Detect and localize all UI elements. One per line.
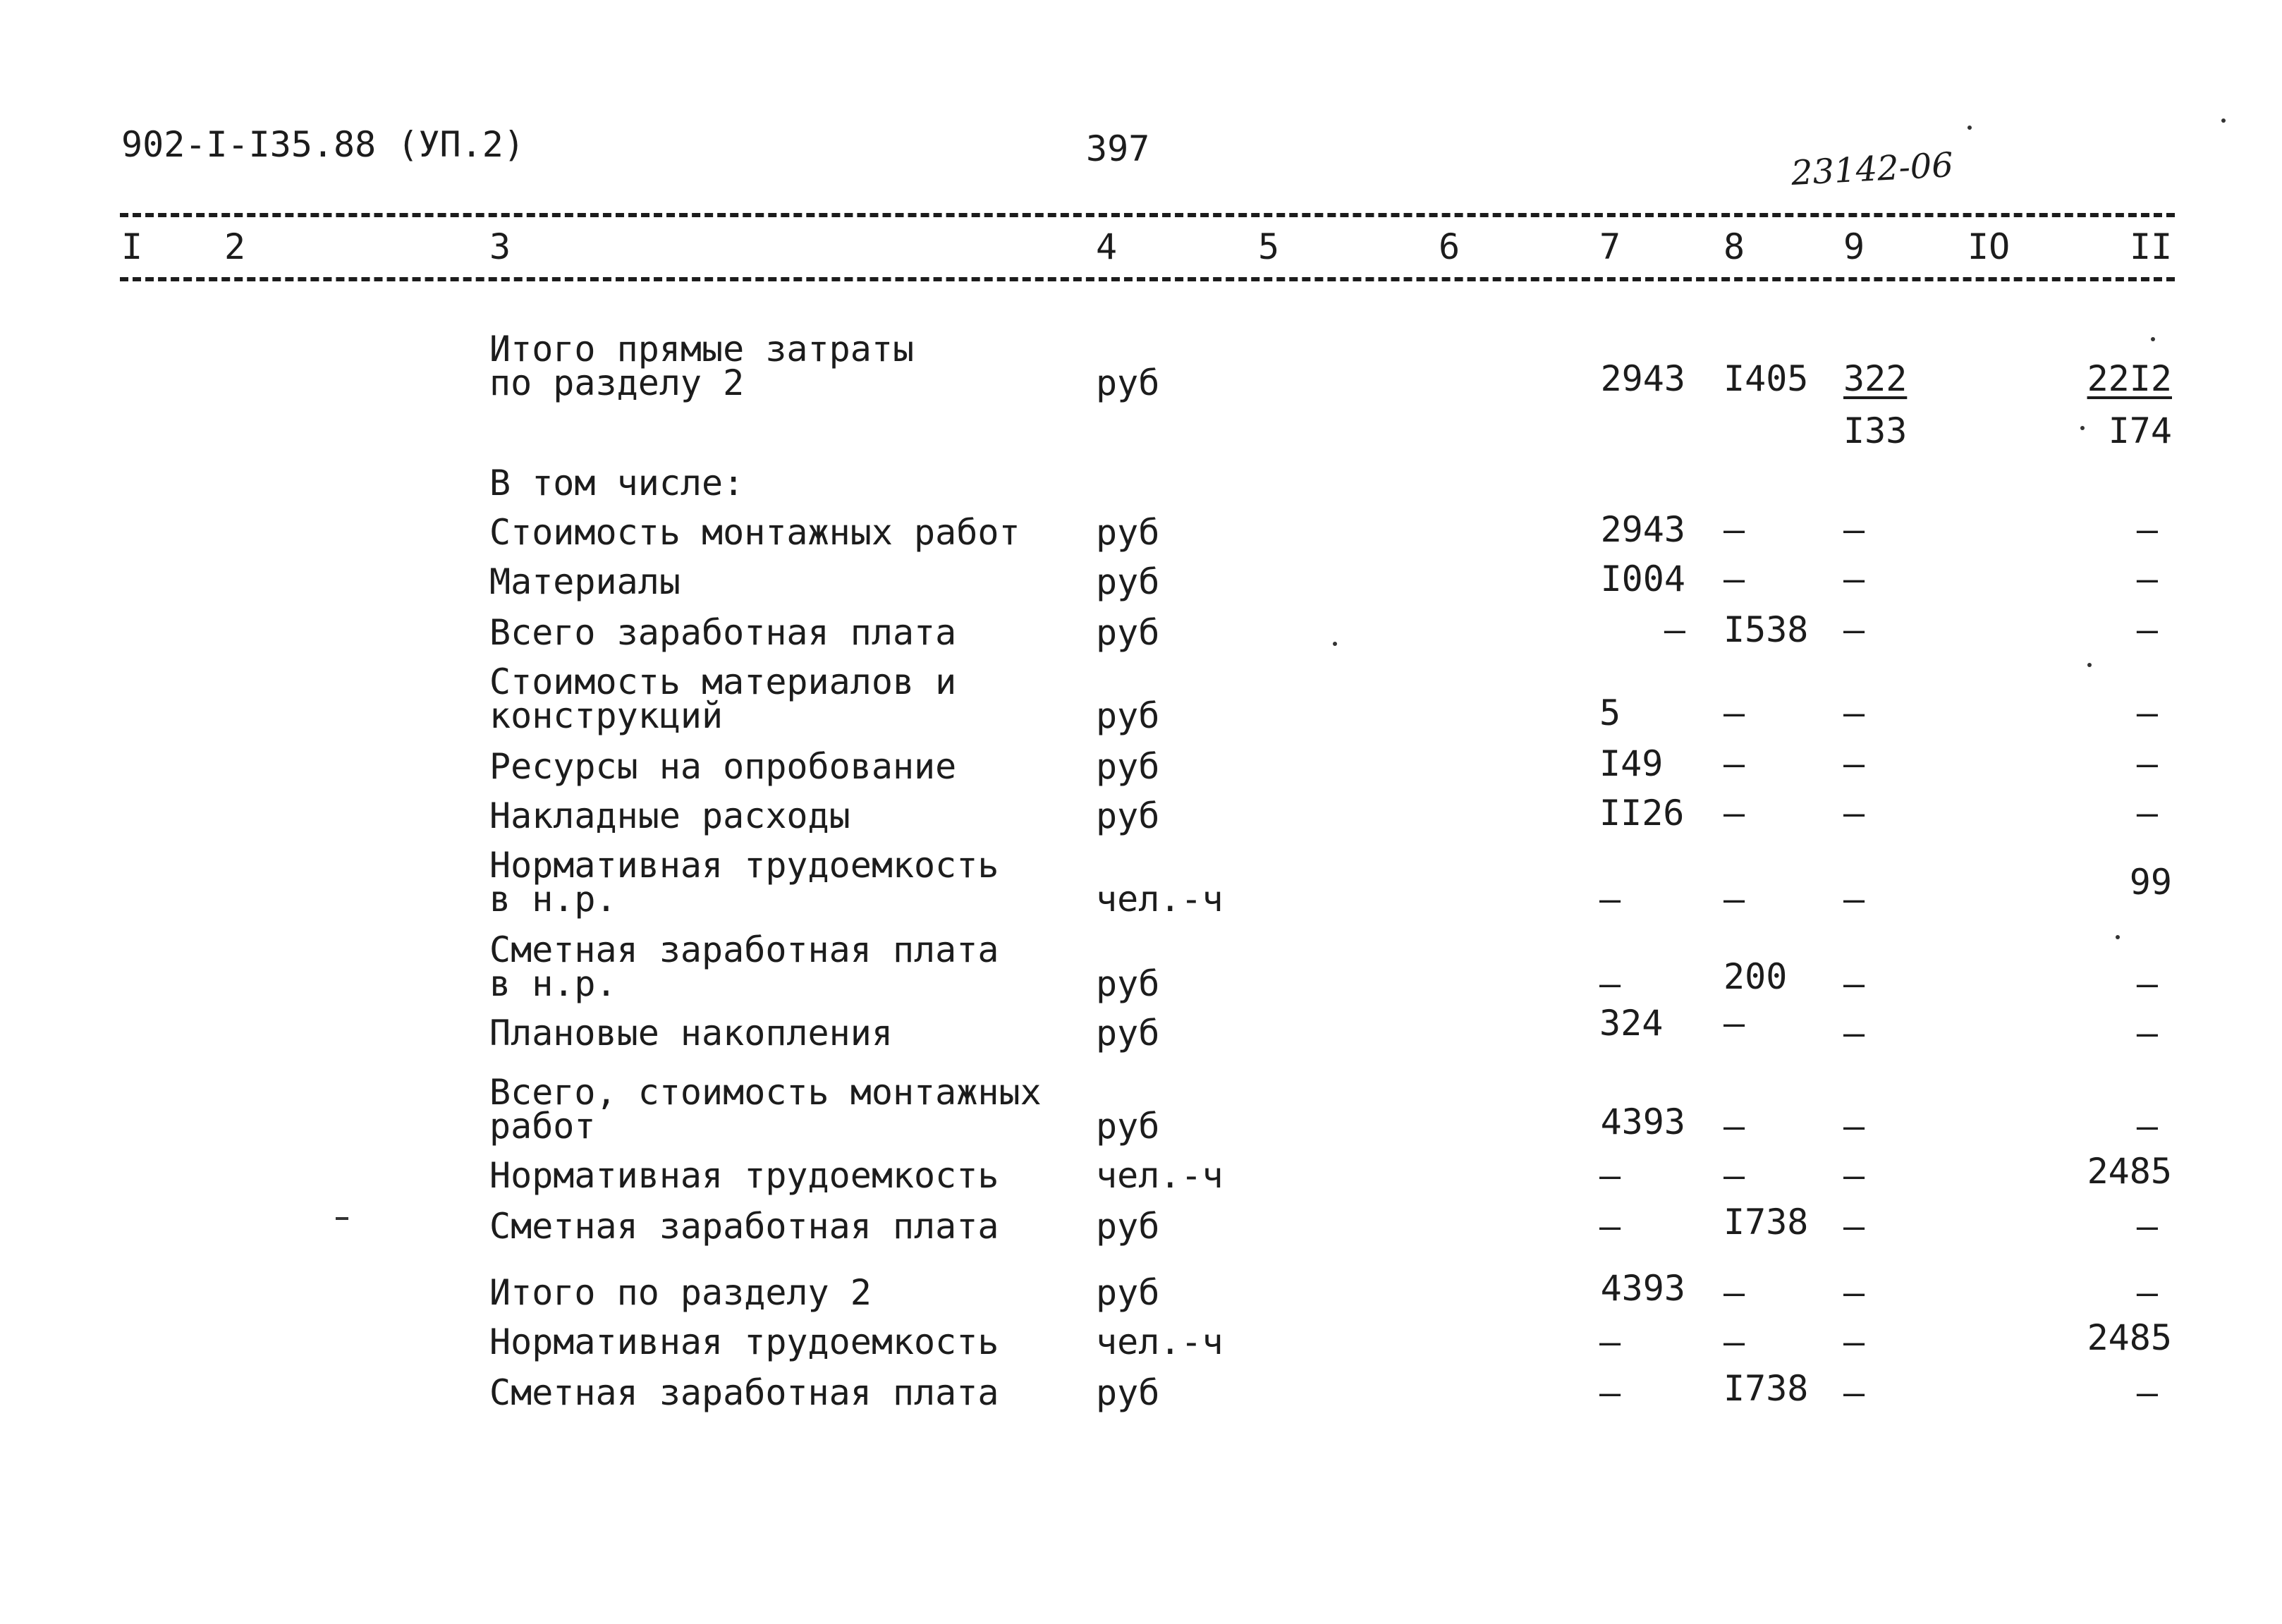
row-unit: руб: [1096, 612, 1160, 653]
row-name: Сметная заработная плата: [489, 1372, 999, 1413]
row-col7-value: I49: [1599, 743, 1664, 784]
row-col8-value: –: [1723, 1106, 1745, 1147]
row-col8-value: –: [1723, 793, 1745, 834]
row-unit: руб: [1096, 1106, 1160, 1147]
row-col7-value: 4393: [1600, 1268, 1685, 1309]
column-header-7: 7: [1599, 226, 1621, 267]
row-unit: руб: [1096, 963, 1160, 1004]
row-name: Накладные расходы: [489, 795, 850, 836]
row-col7-value: –: [1599, 1321, 1621, 1362]
row-name: Сметная заработная плата: [489, 1206, 999, 1247]
row-name: Итого по разделу 2: [489, 1272, 872, 1313]
document-code: 902-I-I35.88 (УП.2): [121, 124, 525, 165]
row-col11-value: –: [2136, 558, 2158, 599]
row-col11-value: –: [2136, 1013, 2158, 1054]
row-name: Стоимость материалов и: [489, 661, 957, 702]
row-col11-value: –: [2136, 1106, 2158, 1147]
scan-speck: [2116, 935, 2120, 939]
row-col9-subvalue: I33: [1843, 410, 1908, 451]
row-unit: руб: [1096, 561, 1160, 602]
row-col11-value: –: [2136, 1206, 2158, 1247]
row-col9-value: –: [1843, 1206, 1865, 1247]
row-col11-subvalue: I74: [2108, 410, 2172, 451]
column-header-9: 9: [1843, 226, 1865, 267]
scan-mark: [336, 1217, 348, 1220]
row-col11-value: –: [2136, 692, 2158, 733]
row-col9-value: –: [1843, 743, 1865, 784]
row-col11-value: –: [2136, 793, 2158, 834]
column-header-3: 3: [489, 226, 511, 267]
row-col11-value: –: [2136, 1372, 2158, 1413]
row-name-continued: по разделу 2: [489, 362, 745, 403]
row-col8-value: I405: [1723, 358, 1809, 399]
row-name-continued: конструкций: [489, 695, 724, 736]
row-name: Нормативная трудоемкость: [489, 1155, 999, 1196]
column-header-11: II: [2130, 226, 2173, 267]
row-unit: руб: [1096, 512, 1160, 553]
handwritten-code: 23142-06: [1790, 145, 1955, 193]
row-col9-value: –: [1843, 1013, 1865, 1054]
row-col11-value: 99: [2129, 862, 2172, 903]
header-top-rule: [120, 213, 2175, 217]
row-unit: руб: [1096, 695, 1160, 736]
row-col11-value: –: [2136, 509, 2158, 550]
row-col9-value: –: [1843, 692, 1865, 733]
row-name: Сметная заработная плата: [489, 929, 999, 970]
row-unit: руб: [1096, 362, 1160, 403]
row-name: Стоимость монтажных работ: [489, 512, 1020, 553]
row-name: В том числе:: [489, 463, 745, 503]
row-unit: чел.-ч: [1096, 1155, 1224, 1196]
row-col9-value: –: [1843, 879, 1865, 920]
row-name: Материалы: [489, 561, 681, 602]
row-col7-value: –: [1599, 1155, 1621, 1196]
row-name-continued: в н.р.: [489, 963, 617, 1004]
header-bottom-rule: [120, 277, 2175, 281]
column-header-2: 2: [224, 226, 246, 267]
row-name: Плановые накопления: [489, 1013, 893, 1054]
row-unit: чел.-ч: [1096, 879, 1224, 920]
row-col7-value: –: [1664, 609, 1685, 650]
row-col9-value: –: [1843, 963, 1865, 1004]
row-col8-value: –: [1723, 743, 1745, 784]
row-col9-value: –: [1843, 1321, 1865, 1362]
column-header-6: 6: [1439, 226, 1460, 267]
row-col7-value: –: [1599, 1372, 1621, 1413]
row-col7-value: –: [1599, 1206, 1621, 1247]
column-header-5: 5: [1258, 226, 1280, 267]
row-name: Итого прямые затраты: [489, 329, 915, 370]
row-col8-value: –: [1723, 1321, 1745, 1362]
column-header-8: 8: [1723, 226, 1745, 267]
row-col9-value: –: [1843, 558, 1865, 599]
row-col7-value: –: [1599, 963, 1621, 1004]
row-col8-value: I538: [1723, 609, 1809, 650]
row-col11-value: –: [2136, 743, 2158, 784]
scan-speck: [1333, 642, 1337, 646]
row-name-continued: работ: [489, 1106, 596, 1147]
row-unit: руб: [1096, 1372, 1160, 1413]
row-col11-value: –: [2136, 963, 2158, 1004]
row-unit: руб: [1096, 1272, 1160, 1313]
row-col8-value: I738: [1723, 1202, 1809, 1243]
row-unit: руб: [1096, 746, 1160, 787]
row-col8-value: –: [1723, 692, 1745, 733]
row-col9-value: –: [1843, 1155, 1865, 1196]
scan-speck: [2221, 118, 2226, 123]
row-col8-value: –: [1723, 879, 1745, 920]
row-col7-value: II26: [1599, 793, 1685, 834]
row-col7-value: I004: [1600, 558, 1685, 599]
row-name: Всего заработная плата: [489, 612, 957, 653]
row-name: Всего, стоимость монтажных: [489, 1072, 1042, 1113]
row-unit: руб: [1096, 1206, 1160, 1247]
row-col11-value: 2485: [2087, 1151, 2172, 1192]
row-col7-value: 4393: [1600, 1101, 1685, 1142]
scan-speck: [2087, 663, 2092, 667]
row-name: Ресурсы на опробование: [489, 746, 957, 787]
row-col9-value: –: [1843, 1106, 1865, 1147]
row-col8-value: I738: [1723, 1368, 1809, 1409]
row-col11-value: –: [2136, 609, 2158, 650]
row-unit: руб: [1096, 795, 1160, 836]
row-col9-value: –: [1843, 609, 1865, 650]
row-col7-value: 324: [1599, 1003, 1664, 1044]
row-unit: чел.-ч: [1096, 1321, 1224, 1362]
row-col9-value: –: [1843, 509, 1865, 550]
row-col8-value: 200: [1723, 956, 1788, 997]
row-col9-value: –: [1843, 793, 1865, 834]
row-col7-value: 2943: [1600, 358, 1685, 399]
row-name: Нормативная трудоемкость: [489, 1321, 999, 1362]
row-col7-value: 2943: [1600, 509, 1685, 550]
row-col11-value: 2485: [2087, 1317, 2172, 1358]
scan-speck: [2151, 337, 2155, 341]
row-col9-value: –: [1843, 1372, 1865, 1413]
row-col8-value: –: [1723, 1272, 1745, 1313]
row-name-continued: в н.р.: [489, 879, 617, 920]
row-unit: руб: [1096, 1013, 1160, 1054]
row-col11-value: 22I2: [2087, 358, 2172, 399]
row-name: Нормативная трудоемкость: [489, 845, 999, 886]
column-header-4: 4: [1096, 226, 1118, 267]
row-col8-value: –: [1723, 558, 1745, 599]
page-number: 397: [1086, 128, 1150, 169]
column-header-1: I: [121, 226, 143, 267]
scan-speck: [1967, 126, 1972, 130]
row-col7-value: 5: [1599, 692, 1621, 733]
row-col8-value: –: [1723, 1155, 1745, 1196]
scan-speck: [2080, 426, 2085, 430]
row-col7-value: –: [1599, 879, 1621, 920]
row-col8-value: –: [1723, 1003, 1745, 1044]
row-col8-value: –: [1723, 509, 1745, 550]
row-col9-value: –: [1843, 1272, 1865, 1313]
row-col9-value: 322: [1843, 358, 1908, 399]
column-header-10: IO: [1967, 226, 2011, 267]
row-col11-value: –: [2136, 1272, 2158, 1313]
